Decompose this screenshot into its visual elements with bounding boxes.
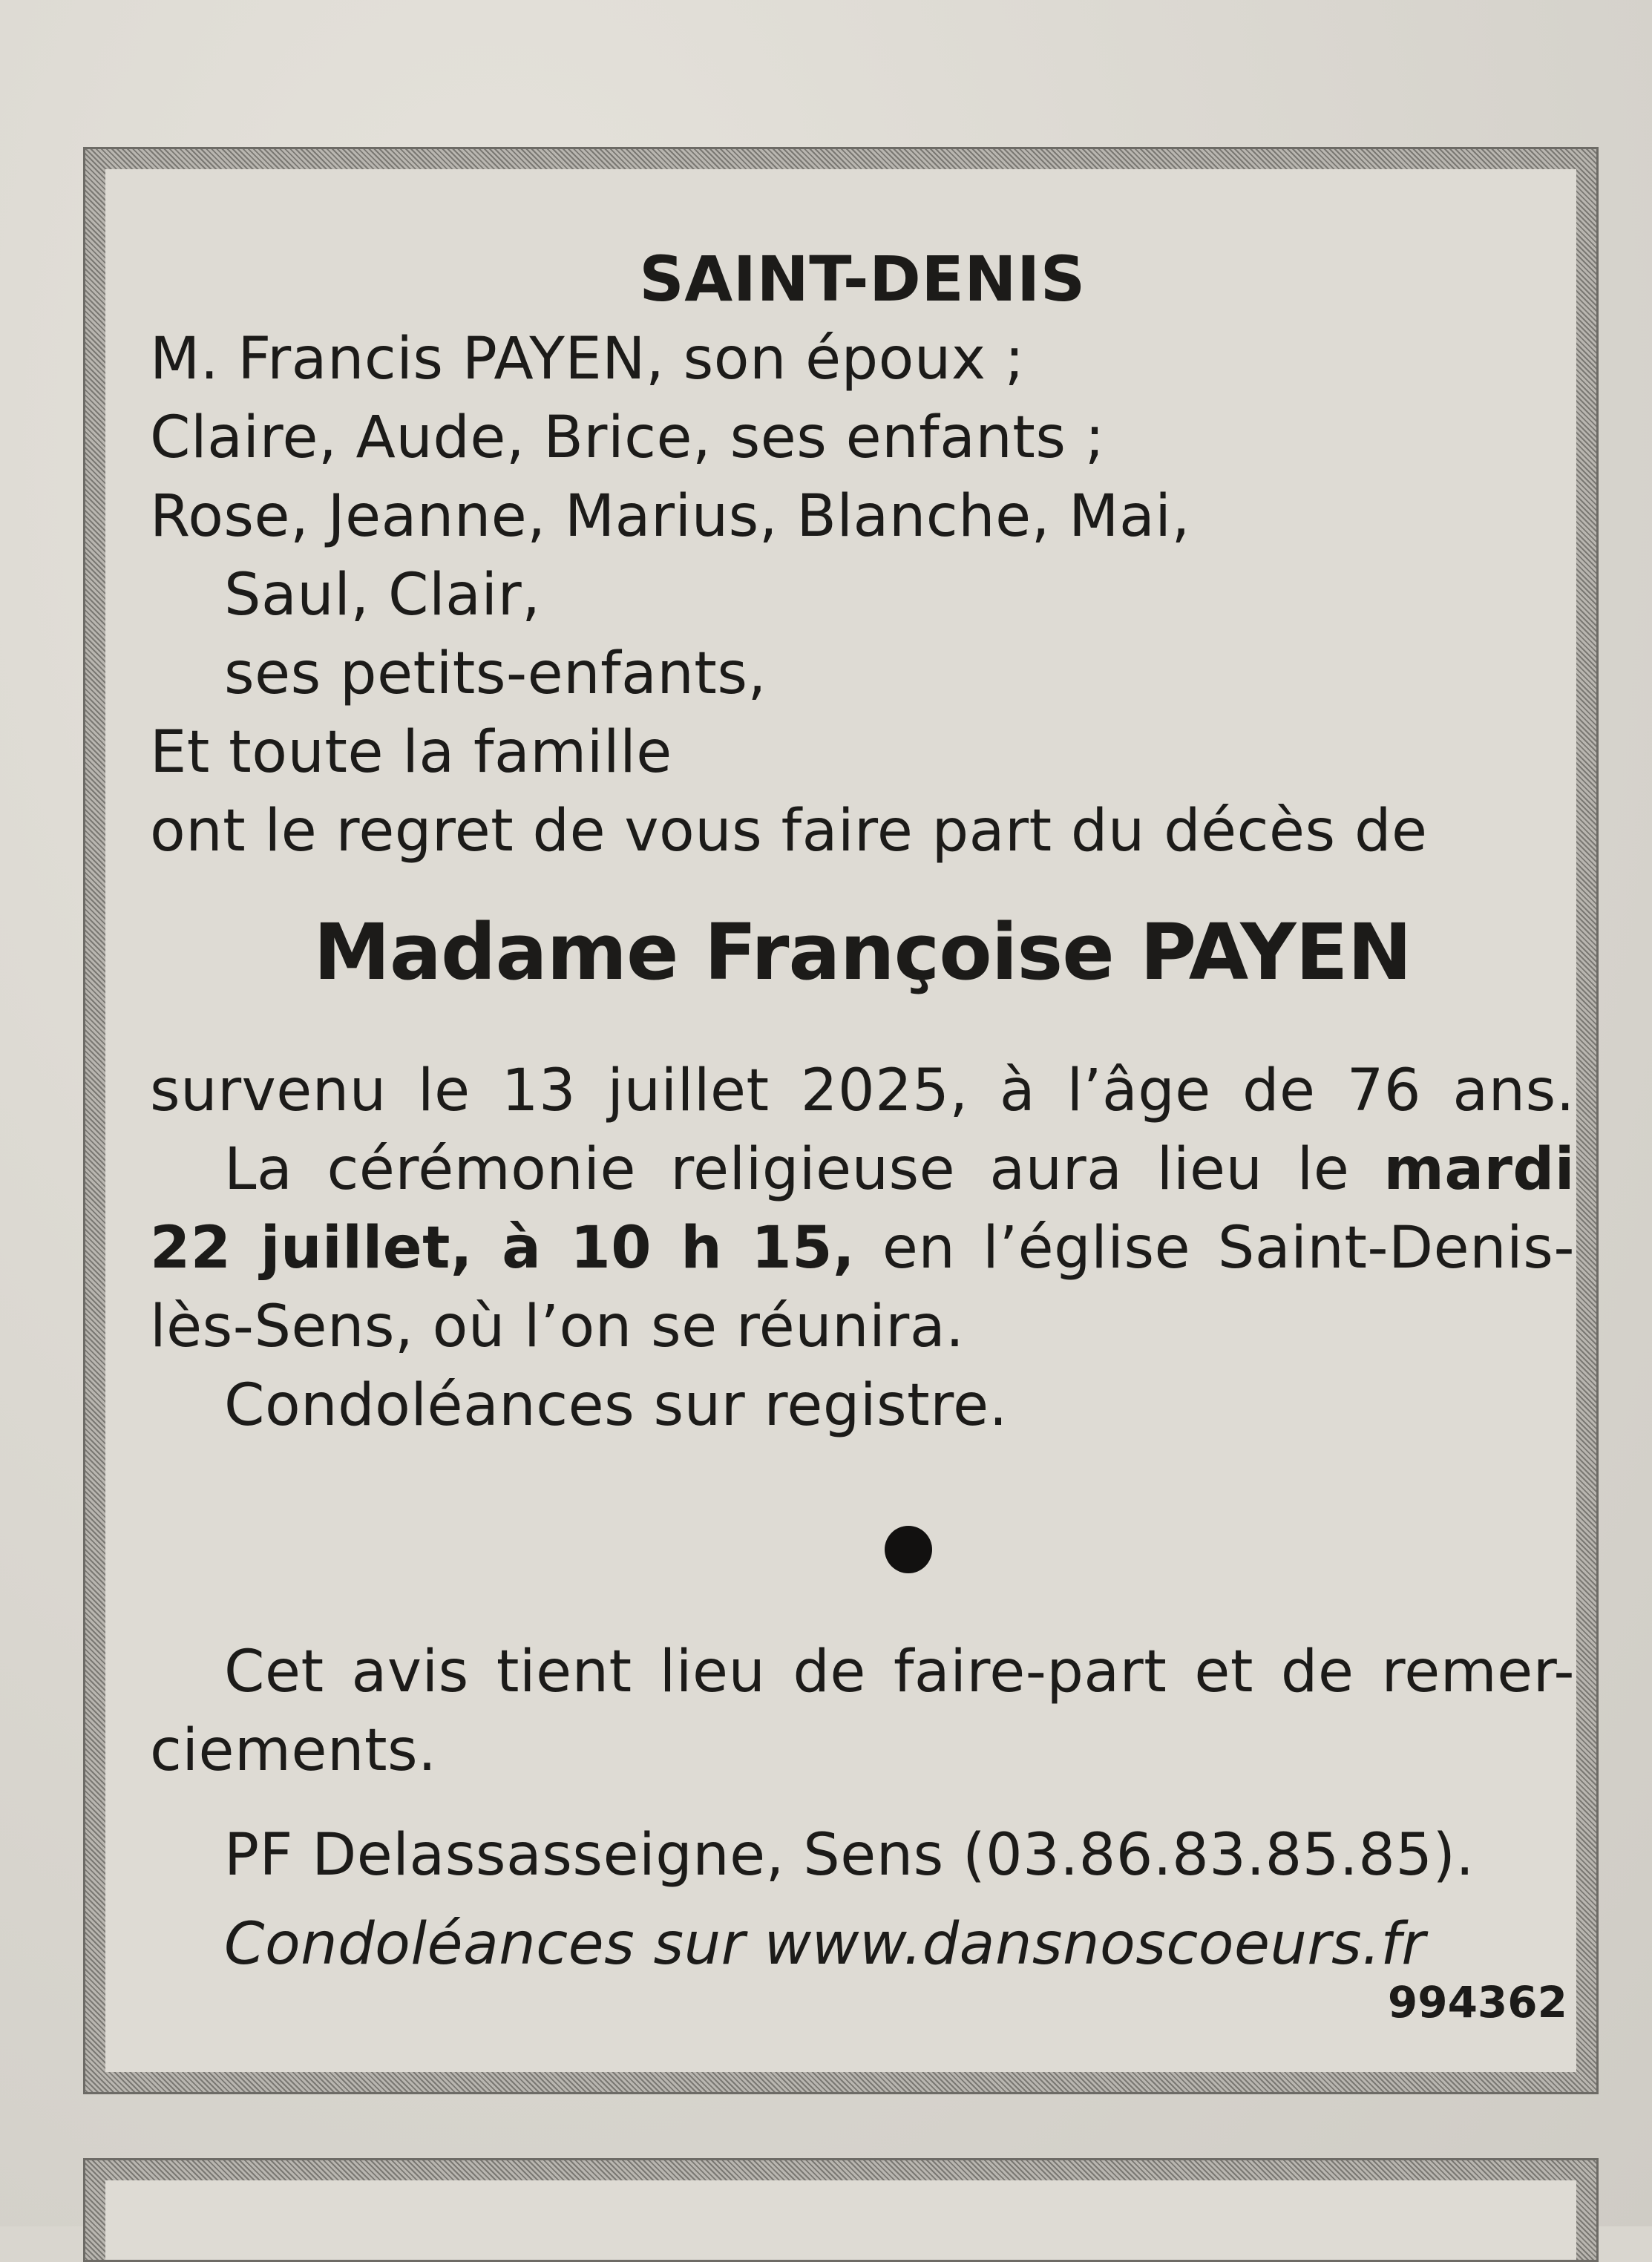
family-line-spouse: M. Francis PAYEN, son époux ;	[150, 326, 1025, 393]
obituary-notice	[83, 147, 1599, 2094]
family-line-grandchildren-cont: Saul, Clair,	[224, 562, 541, 629]
ceremony-day: mardi	[1383, 1136, 1575, 1203]
ceremony-line-1	[224, 1132, 1575, 1207]
ceremony-date-time: 22 juillet, à 10 h 15,	[150, 1215, 856, 1282]
notice-text-line-2: ciements.	[150, 1717, 437, 1784]
condolences-register: Condoléances sur registre.	[224, 1372, 1008, 1439]
ceremony-place: en l’église Saint-Denis-	[855, 1215, 1575, 1282]
family-line-children: Claire, Aude, Brice, ses enfants ;	[150, 404, 1105, 471]
ceremony-intro: La cérémonie religieuse aura lieu le	[224, 1136, 1384, 1203]
ceremony-line-2	[150, 1211, 1575, 1285]
deceased-name: Madame Françoise PAYEN	[313, 907, 1412, 997]
family-line-grandchildren: Rose, Jeanne, Marius, Blanche, Mai,	[150, 483, 1190, 550]
next-notice-frame	[83, 2158, 1599, 2262]
notice-heading: SAINT-DENIS	[639, 243, 1086, 315]
announcement-line: ont le regret de vous faire part du décès de	[150, 798, 1428, 865]
separator-bullet	[885, 1526, 932, 1573]
notice-reference-number: 994362	[1387, 1977, 1567, 2027]
notice-text-line-1: Cet avis tient lieu de faire-part et de remer-	[224, 1639, 1575, 1705]
ceremony-line-3: lès-Sens, où l’on se réunira.	[150, 1294, 965, 1360]
family-line-all: Et toute la famille	[150, 719, 672, 786]
family-line-grandchildren-label: ses petits-enfants,	[224, 640, 767, 707]
death-info: survenu le 13 juillet 2025, à l’âge de 76 ans.	[150, 1058, 1575, 1124]
funeral-home: PF Delassasseigne, Sens (03.86.83.85.85).	[224, 1822, 1475, 1889]
condolences-website: Condoléances sur www.dansnoscoeurs.fr	[224, 1911, 1426, 1978]
